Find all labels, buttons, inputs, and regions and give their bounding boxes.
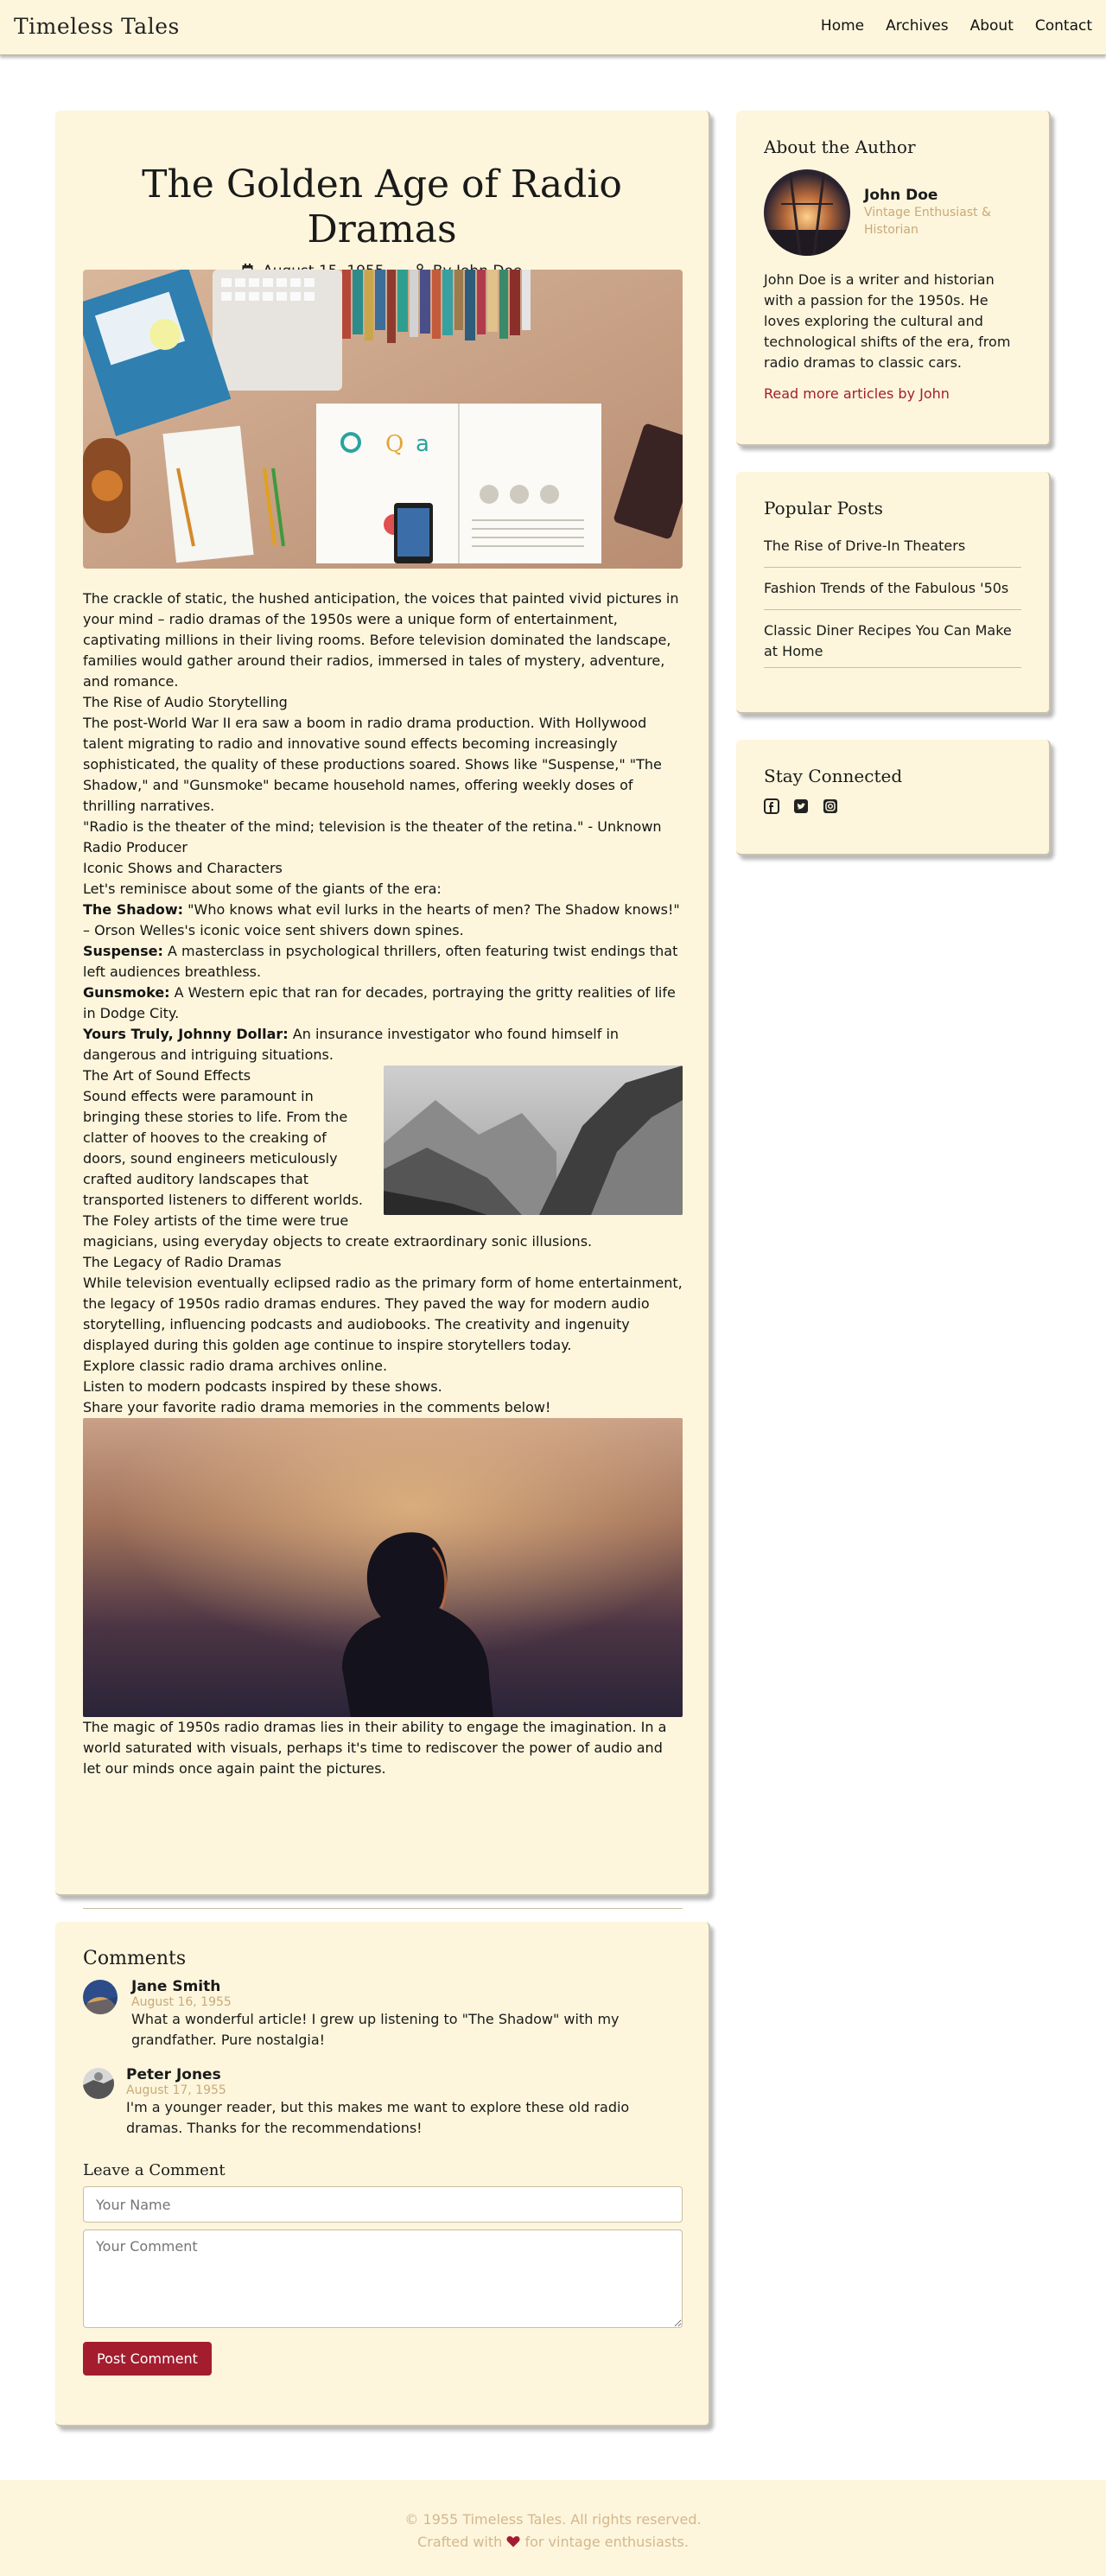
intro-paragraph: The crackle of static, the hushed anticipation, the voices that painted vivid pictures in your mind – radio dramas of the 1950s were a unique form of entertainment, captivating millions in their living rooms. Before television dominated the landscape, families would gather around their radios, immersed in tales of mystery, adventure, and romance.	[83, 590, 679, 690]
rise-paragraph: The post-World War II era saw a boom in radio drama production. With Hollywood talent migrating to radio and innovative sound effects becoming increasingly sophisticated, the quality of these productions soared. Shows like "Suspense," "The Shadow," and "Gunsmoke" became household names, offering weekly doses of thrilling narratives.	[83, 715, 662, 814]
comment-date: August 17, 1955	[126, 2083, 226, 2097]
show-item: Yours Truly, Johnny Dollar: An insurance investigator who found himself in dangerous and intriguing situations.	[83, 1026, 620, 1063]
silhouette-image	[83, 1418, 683, 1717]
site-footer	[0, 2480, 1106, 2576]
popular-post-link[interactable]: Fashion Trends of the Fabulous '50s	[764, 568, 1021, 610]
closing-paragraph: The magic of 1950s radio dramas lies in their ability to engage the imagination. In a world saturated with visuals, perhaps it's time to rediscover the power of audio and let our minds once again paint the pictures.	[83, 1719, 667, 1777]
crafted-text: Crafted with for vintage enthusiasts.	[417, 2534, 689, 2550]
comments-card	[55, 1922, 710, 2427]
author-articles-link[interactable]: Read more articles by John	[764, 385, 950, 402]
comment-author: Jane Smith	[131, 1978, 221, 1995]
comment-text: What a wonderful article! I grew up listening to "The Shadow" with my grandfather. Pure nostalgia!	[131, 2011, 620, 2048]
show-item: The Shadow: "Who knows what evil lurks in the hearts of men? The Shadow knows!" – Orson Welles's iconic voice sent shivers down spines.	[83, 901, 680, 938]
nav-about[interactable]: About	[969, 17, 1014, 35]
site-logo[interactable]: Timeless Tales	[14, 14, 180, 39]
comment-text: I'm a younger reader, but this makes me want to explore these old radio dramas. Thanks for the recommendations!	[126, 2099, 630, 2136]
twitter-icon[interactable]	[793, 798, 809, 817]
heart-icon	[506, 2534, 524, 2550]
facebook-icon[interactable]	[764, 798, 779, 817]
name-input[interactable]	[83, 2186, 683, 2223]
comments-heading: Comments	[83, 1948, 187, 1969]
nav-contact[interactable]: Contact	[1034, 17, 1092, 35]
popular-post-link[interactable]: The Rise of Drive-In Theaters	[764, 531, 1021, 568]
comment-author: Peter Jones	[126, 2066, 221, 2083]
hero-image	[83, 270, 683, 569]
svg-text:a: a	[416, 431, 429, 457]
shows-intro: Let's reminisce about some of the giants of the era:	[83, 881, 442, 897]
mountains-image	[384, 1065, 683, 1215]
leave-comment-heading: Leave a Comment	[83, 2161, 226, 2179]
section-heading-legacy: The Legacy of Radio Dramas	[83, 1254, 282, 1270]
post-comment-button[interactable]: Post Comment	[83, 2342, 212, 2376]
list-item: Explore classic radio drama archives online.	[83, 1358, 388, 1374]
avatar	[83, 1980, 118, 2014]
popular-posts-card	[736, 472, 1051, 714]
comment-date: August 16, 1955	[131, 1995, 232, 2009]
section-heading-sound: The Art of Sound Effects	[83, 1067, 251, 1084]
nav-archives[interactable]: Archives	[886, 17, 949, 35]
article-title: The Golden Age of Radio Dramas	[142, 162, 622, 251]
stay-connected-card	[736, 740, 1051, 855]
show-item: Gunsmoke: A Western epic that ran for decades, portraying the gritty realities of life in Dodge City.	[83, 984, 676, 1021]
show-item: Suspense: A masterclass in psychological thrillers, often featuring twist endings that left audiences breathless.	[83, 943, 678, 980]
instagram-icon[interactable]	[823, 798, 838, 817]
avatar	[83, 2068, 114, 2099]
legacy-paragraph: While television eventually eclipsed radio as the primary form of home entertainment, the legacy of 1950s radio dramas endures. They paved the way for modern audio storytelling, influencing podcasts and audiobooks. The creativity and ingenuity displayed during this golden age continue to inspire storytellers today.	[83, 1275, 683, 1353]
comment-item	[83, 2066, 681, 2139]
avatar	[764, 169, 850, 256]
comment-item	[83, 1978, 681, 2051]
about-author-card	[736, 111, 1051, 446]
author-profile	[764, 169, 1021, 256]
section-heading-shows: Iconic Shows and Characters	[83, 860, 283, 876]
article-card	[55, 111, 710, 1896]
author-role: Vintage Enthusiast & Historian	[864, 206, 991, 237]
list-item: Share your favorite radio drama memories in the comments below!	[83, 1399, 551, 1415]
author-name: John Doe	[864, 187, 938, 204]
author-bio: John Doe is a writer and historian with a passion for the 1950s. He loves exploring the cultural and technological shifts of the era, from radio dramas to classic cars.	[764, 271, 1011, 371]
sound-paragraph: Sound effects were paramount in bringing these stories to life. From the clatter of hooves to the creaking of doors, sound engineers meticulously crafted auditory landscapes that transported listeners to different worlds. The Foley artists of the time were true magicians, using everyday objects to create extraordinary sonic illusions.	[83, 1088, 593, 1250]
popular-post-link[interactable]: Classic Diner Recipes You Can Make at Home	[764, 610, 1021, 668]
comment-textarea[interactable]	[83, 2229, 683, 2328]
section-heading-rise: The Rise of Audio Storytelling	[83, 694, 288, 710]
pull-quote: "Radio is the theater of the mind; television is the theater of the retina." - Unknown Radio Producer	[83, 818, 662, 855]
social-links	[764, 798, 1021, 817]
about-heading: About the Author	[764, 137, 916, 157]
top-navbar	[0, 0, 1106, 55]
connect-heading: Stay Connected	[764, 766, 903, 786]
article-body	[83, 588, 683, 1779]
main-nav	[821, 17, 1092, 35]
svg-text:Q: Q	[385, 431, 404, 457]
popular-heading: Popular Posts	[764, 498, 883, 518]
nav-home[interactable]: Home	[820, 17, 865, 35]
copyright-text: © 1955 Timeless Tales. All rights reserved.	[404, 2511, 702, 2528]
list-item: Listen to modern podcasts inspired by these shows.	[83, 1378, 442, 1395]
